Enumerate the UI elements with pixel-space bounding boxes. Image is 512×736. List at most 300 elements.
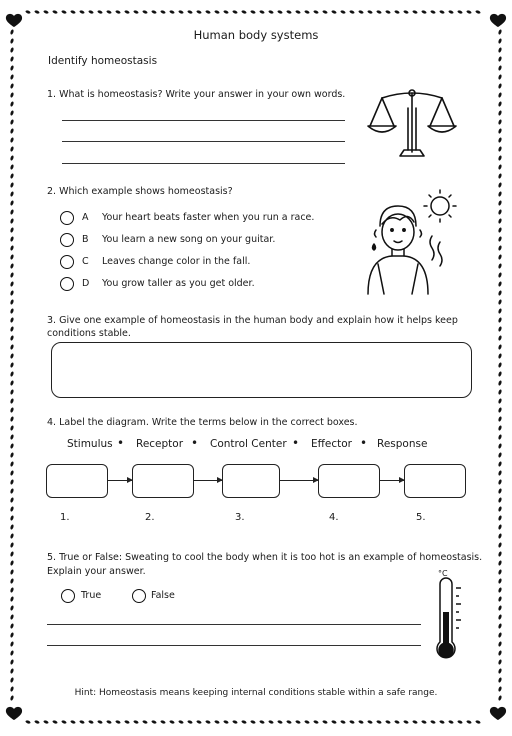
border-dot xyxy=(124,720,130,724)
border-dot xyxy=(498,182,502,188)
border-dot xyxy=(124,10,130,14)
border-dot xyxy=(498,443,502,449)
border-dot xyxy=(10,677,14,683)
border-dot xyxy=(151,720,157,724)
border-dot xyxy=(142,720,148,724)
border-dot xyxy=(498,452,502,458)
answer-line[interactable] xyxy=(47,645,421,646)
border-dot xyxy=(61,10,67,14)
border-dot xyxy=(25,720,31,724)
border-dot xyxy=(10,218,14,224)
border-dot xyxy=(10,488,14,494)
border-dot xyxy=(358,10,364,14)
thermometer-icon xyxy=(430,572,470,664)
border-dot xyxy=(151,10,157,14)
border-dot xyxy=(498,371,502,377)
border-dot xyxy=(10,353,14,359)
border-dot xyxy=(498,407,502,413)
border-dot xyxy=(187,720,193,724)
border-dot xyxy=(498,110,502,116)
border-dot xyxy=(10,65,14,71)
border-dot xyxy=(286,10,292,14)
heart-icon xyxy=(490,14,506,27)
flow-box-4[interactable] xyxy=(318,464,380,498)
border-dot xyxy=(421,720,427,724)
option-d-text: You grow taller as you get older. xyxy=(102,278,255,289)
term-separator: • xyxy=(292,436,300,450)
border-dot xyxy=(88,10,94,14)
border-dot xyxy=(10,542,14,548)
border-dot xyxy=(97,720,103,724)
term-separator: • xyxy=(360,436,368,450)
border-dot xyxy=(331,10,337,14)
answer-box[interactable] xyxy=(51,342,472,398)
border-dot xyxy=(439,10,445,14)
border-dot xyxy=(498,551,502,557)
flow-arrow xyxy=(280,480,318,481)
box-number-1: 1. xyxy=(60,512,70,523)
border-dot xyxy=(498,380,502,386)
border-dot xyxy=(10,236,14,242)
border-dot xyxy=(498,569,502,575)
border-dot xyxy=(457,10,463,14)
thermometer-unit-label: °C xyxy=(438,569,448,578)
border-dot xyxy=(10,272,14,278)
border-dot xyxy=(358,720,364,724)
border-dot xyxy=(498,623,502,629)
border-dot xyxy=(43,10,49,14)
border-dot xyxy=(498,488,502,494)
border-dot xyxy=(498,506,502,512)
border-dot xyxy=(34,720,40,724)
option-a-radio[interactable] xyxy=(60,211,74,225)
question-2: 2. Which example shows homeostasis? xyxy=(47,186,233,197)
border-dot xyxy=(385,10,391,14)
border-dot xyxy=(10,47,14,53)
heart-icon xyxy=(6,707,22,720)
border-dot xyxy=(79,10,85,14)
option-d-radio[interactable] xyxy=(60,277,74,291)
border-dot xyxy=(394,720,400,724)
option-c-text: Leaves change color in the fall. xyxy=(102,256,251,267)
border-dot xyxy=(10,164,14,170)
border-dot xyxy=(498,659,502,665)
border-dot xyxy=(10,452,14,458)
border-dot xyxy=(448,10,454,14)
border-dot xyxy=(498,65,502,71)
border-dot xyxy=(349,10,355,14)
border-dot xyxy=(10,281,14,287)
option-a-letter: A xyxy=(82,212,89,223)
border-dot xyxy=(313,720,319,724)
border-dot xyxy=(498,650,502,656)
border-dot xyxy=(498,524,502,530)
border-dot xyxy=(232,720,238,724)
true-label: True xyxy=(81,590,102,601)
border-dot xyxy=(142,10,148,14)
border-dot xyxy=(498,542,502,548)
border-dot xyxy=(10,416,14,422)
option-d-letter: D xyxy=(82,278,90,289)
border-dot xyxy=(232,10,238,14)
border-dot xyxy=(160,720,166,724)
border-dot xyxy=(498,227,502,233)
border-dot xyxy=(106,720,112,724)
border-dot xyxy=(97,10,103,14)
flow-box-5[interactable] xyxy=(404,464,466,498)
border-dot xyxy=(10,398,14,404)
term-receptor: Receptor xyxy=(136,438,184,450)
border-dot xyxy=(498,155,502,161)
border-dot xyxy=(277,10,283,14)
border-dot xyxy=(498,515,502,521)
question-1: 1. What is homeostasis? Write your answer in your own words. xyxy=(47,89,346,100)
true-radio[interactable] xyxy=(61,589,75,603)
box-number-3: 3. xyxy=(235,512,245,523)
border-dot xyxy=(498,470,502,476)
border-dot xyxy=(498,83,502,89)
border-dot xyxy=(10,389,14,395)
border-dot xyxy=(160,10,166,14)
border-dot xyxy=(196,10,202,14)
border-dot xyxy=(466,10,472,14)
false-radio[interactable] xyxy=(132,589,146,603)
flow-box-1[interactable] xyxy=(46,464,108,498)
heart-icon xyxy=(6,14,22,27)
border-dot xyxy=(10,101,14,107)
border-dot xyxy=(106,10,112,14)
border-dot xyxy=(10,425,14,431)
answer-line[interactable] xyxy=(62,120,345,121)
option-c-letter: C xyxy=(82,256,89,267)
question-5-line-1: 5. True or False: Sweating to cool the body when it is too hot is an example of homeostasis. xyxy=(47,552,483,563)
border-dot xyxy=(498,56,502,62)
border-dot xyxy=(10,209,14,215)
border-dot xyxy=(331,720,337,724)
box-number-2: 2. xyxy=(145,512,155,523)
border-dot xyxy=(403,10,409,14)
border-dot xyxy=(475,10,481,14)
border-dot xyxy=(498,497,502,503)
heart-icon xyxy=(490,707,506,720)
border-dot xyxy=(10,551,14,557)
border-dot xyxy=(421,10,427,14)
border-dot xyxy=(34,10,40,14)
border-dot xyxy=(205,720,211,724)
border-dot xyxy=(277,720,283,724)
border-dot xyxy=(268,720,274,724)
border-dot xyxy=(498,335,502,341)
border-dot xyxy=(367,10,373,14)
border-dot xyxy=(52,720,58,724)
border-dot xyxy=(10,650,14,656)
border-dot xyxy=(10,479,14,485)
flow-box-3[interactable] xyxy=(222,464,280,498)
border-dot xyxy=(10,263,14,269)
option-b-text: You learn a new song on your guitar. xyxy=(102,234,276,245)
border-dot xyxy=(10,623,14,629)
border-dot xyxy=(498,587,502,593)
question-5-line-2: Explain your answer. xyxy=(47,566,146,577)
border-dot xyxy=(498,434,502,440)
border-dot xyxy=(10,506,14,512)
border-dot xyxy=(385,720,391,724)
border-dot xyxy=(205,10,211,14)
border-dot xyxy=(498,461,502,467)
border-dot xyxy=(178,10,184,14)
border-dot xyxy=(10,362,14,368)
border-dot xyxy=(498,74,502,80)
flow-arrow xyxy=(108,480,132,481)
border-dot xyxy=(498,326,502,332)
border-dot xyxy=(10,371,14,377)
border-dot xyxy=(88,720,94,724)
border-dot xyxy=(10,569,14,575)
border-dot xyxy=(376,720,382,724)
border-dot xyxy=(10,443,14,449)
border-dot xyxy=(10,524,14,530)
border-dot xyxy=(10,497,14,503)
border-dot xyxy=(10,128,14,134)
term-separator: • xyxy=(191,436,199,450)
border-dot xyxy=(10,227,14,233)
border-dot xyxy=(498,533,502,539)
sun-icon xyxy=(424,190,456,222)
border-dot xyxy=(214,720,220,724)
border-dot xyxy=(430,10,436,14)
border-dot xyxy=(250,720,256,724)
border-dot xyxy=(10,668,14,674)
border-dot xyxy=(340,10,346,14)
border-dot xyxy=(498,92,502,98)
border-dot xyxy=(10,155,14,161)
border-dot xyxy=(10,173,14,179)
border-dot xyxy=(223,10,229,14)
border-dot xyxy=(169,10,175,14)
term-stimulus: Stimulus xyxy=(67,438,113,450)
border-dot xyxy=(10,470,14,476)
border-dot xyxy=(498,128,502,134)
sweating-person-icon xyxy=(360,186,470,298)
border-dot xyxy=(268,10,274,14)
border-dot xyxy=(10,317,14,323)
border-dot xyxy=(10,191,14,197)
border-dot xyxy=(10,146,14,152)
border-dot xyxy=(295,10,301,14)
border-dot xyxy=(10,335,14,341)
border-dot xyxy=(340,720,346,724)
border-dot xyxy=(498,218,502,224)
border-dot xyxy=(457,720,463,724)
border-dot xyxy=(52,10,58,14)
border-dot xyxy=(10,380,14,386)
border-dot xyxy=(259,720,265,724)
border-dot xyxy=(133,10,139,14)
border-dot xyxy=(376,10,382,14)
border-dot xyxy=(498,668,502,674)
border-dot xyxy=(430,720,436,724)
border-dot xyxy=(498,173,502,179)
border-dot xyxy=(498,362,502,368)
worksheet-title: Human body systems xyxy=(193,28,319,42)
border-dot xyxy=(169,720,175,724)
option-a-text: Your heart beats faster when you run a race. xyxy=(102,212,315,223)
border-dot xyxy=(10,119,14,125)
border-dot xyxy=(498,416,502,422)
border-dot xyxy=(10,614,14,620)
border-dot xyxy=(10,596,14,602)
border-dot xyxy=(498,137,502,143)
term-effector: Effector xyxy=(311,438,352,450)
flow-arrow xyxy=(194,480,222,481)
border-dot xyxy=(498,353,502,359)
border-dot xyxy=(10,578,14,584)
border-dot xyxy=(498,632,502,638)
border-dot xyxy=(322,720,328,724)
border-dot xyxy=(259,10,265,14)
border-dot xyxy=(304,720,310,724)
border-dot xyxy=(61,720,67,724)
border-dot xyxy=(498,614,502,620)
border-dot xyxy=(115,720,121,724)
question-3-line-2: conditions stable. xyxy=(47,328,131,339)
border-dot xyxy=(187,10,193,14)
border-dot xyxy=(10,137,14,143)
border-dot xyxy=(10,308,14,314)
border-dot xyxy=(498,425,502,431)
border-dot xyxy=(133,720,139,724)
border-dot xyxy=(10,344,14,350)
worksheet-subtitle: Identify homeostasis xyxy=(48,55,158,67)
border-dot xyxy=(10,182,14,188)
border-dot xyxy=(403,720,409,724)
border-dot xyxy=(498,560,502,566)
border-dot xyxy=(498,164,502,170)
border-dot xyxy=(10,56,14,62)
option-c-radio[interactable] xyxy=(60,255,74,269)
border-dot xyxy=(10,641,14,647)
border-dot xyxy=(498,578,502,584)
border-dot xyxy=(498,119,502,125)
border-dot xyxy=(10,434,14,440)
border-dot xyxy=(498,236,502,242)
option-b-radio[interactable] xyxy=(60,233,74,247)
border-dot xyxy=(10,83,14,89)
border-dot xyxy=(10,461,14,467)
border-dot xyxy=(498,101,502,107)
border-dot xyxy=(223,720,229,724)
border-dot xyxy=(10,533,14,539)
border-dot xyxy=(498,596,502,602)
border-dot xyxy=(25,10,31,14)
border-dot xyxy=(304,10,310,14)
border-dot xyxy=(498,677,502,683)
border-dot xyxy=(178,720,184,724)
border-dot xyxy=(10,407,14,413)
border-dot xyxy=(349,720,355,724)
border-dot xyxy=(286,720,292,724)
border-dot xyxy=(498,344,502,350)
option-b-letter: B xyxy=(82,234,89,245)
border-dot xyxy=(295,720,301,724)
border-dot xyxy=(196,720,202,724)
term-separator: • xyxy=(117,436,125,450)
border-dot xyxy=(10,299,14,305)
border-dot xyxy=(10,92,14,98)
border-dot xyxy=(10,200,14,206)
border-dot xyxy=(498,290,502,296)
border-dot xyxy=(498,398,502,404)
border-dot xyxy=(115,10,121,14)
border-dot xyxy=(250,10,256,14)
border-dot xyxy=(322,10,328,14)
border-dot xyxy=(498,479,502,485)
border-dot xyxy=(10,326,14,332)
border-dot xyxy=(70,10,76,14)
border-dot xyxy=(43,720,49,724)
border-dot xyxy=(394,10,400,14)
border-dot xyxy=(10,587,14,593)
border-dot xyxy=(466,720,472,724)
hint-text: Hint: Homeostasis means keeping internal conditions stable within a safe range. xyxy=(74,688,438,698)
box-number-4: 4. xyxy=(329,512,339,523)
border-dot xyxy=(10,515,14,521)
box-number-5: 5. xyxy=(416,512,426,523)
border-dot xyxy=(10,605,14,611)
border-dot xyxy=(412,720,418,724)
border-dot xyxy=(70,720,76,724)
border-dot xyxy=(498,47,502,53)
border-dot xyxy=(10,632,14,638)
term-control-center: Control Center xyxy=(210,438,287,450)
border-dot xyxy=(498,641,502,647)
border-dot xyxy=(498,263,502,269)
border-dot xyxy=(79,720,85,724)
answer-line[interactable] xyxy=(62,163,345,164)
border-dot xyxy=(498,317,502,323)
border-dot xyxy=(10,254,14,260)
border-dot xyxy=(498,191,502,197)
border-dot xyxy=(10,659,14,665)
border-dot xyxy=(448,720,454,724)
border-dot xyxy=(241,10,247,14)
border-dot xyxy=(498,245,502,251)
border-dot xyxy=(498,308,502,314)
border-dot xyxy=(10,245,14,251)
border-dot xyxy=(313,10,319,14)
border-dot xyxy=(412,10,418,14)
border-dot xyxy=(367,720,373,724)
border-dot xyxy=(498,281,502,287)
answer-line[interactable] xyxy=(47,624,421,625)
border-dot xyxy=(10,560,14,566)
border-dot xyxy=(498,254,502,260)
balance-scale-icon xyxy=(362,84,462,164)
false-label: False xyxy=(151,590,175,601)
border-dot xyxy=(498,299,502,305)
flow-box-2[interactable] xyxy=(132,464,194,498)
border-dot xyxy=(10,290,14,296)
term-response: Response xyxy=(377,438,428,450)
border-dot xyxy=(10,74,14,80)
answer-line[interactable] xyxy=(62,141,345,142)
border-dot xyxy=(498,146,502,152)
question-3-line-1: 3. Give one example of homeostasis in the human body and explain how it helps keep xyxy=(47,315,458,326)
border-dot xyxy=(214,10,220,14)
border-dot xyxy=(498,605,502,611)
question-4: 4. Label the diagram. Write the terms below in the correct boxes. xyxy=(47,417,358,428)
flow-arrow xyxy=(380,480,404,481)
